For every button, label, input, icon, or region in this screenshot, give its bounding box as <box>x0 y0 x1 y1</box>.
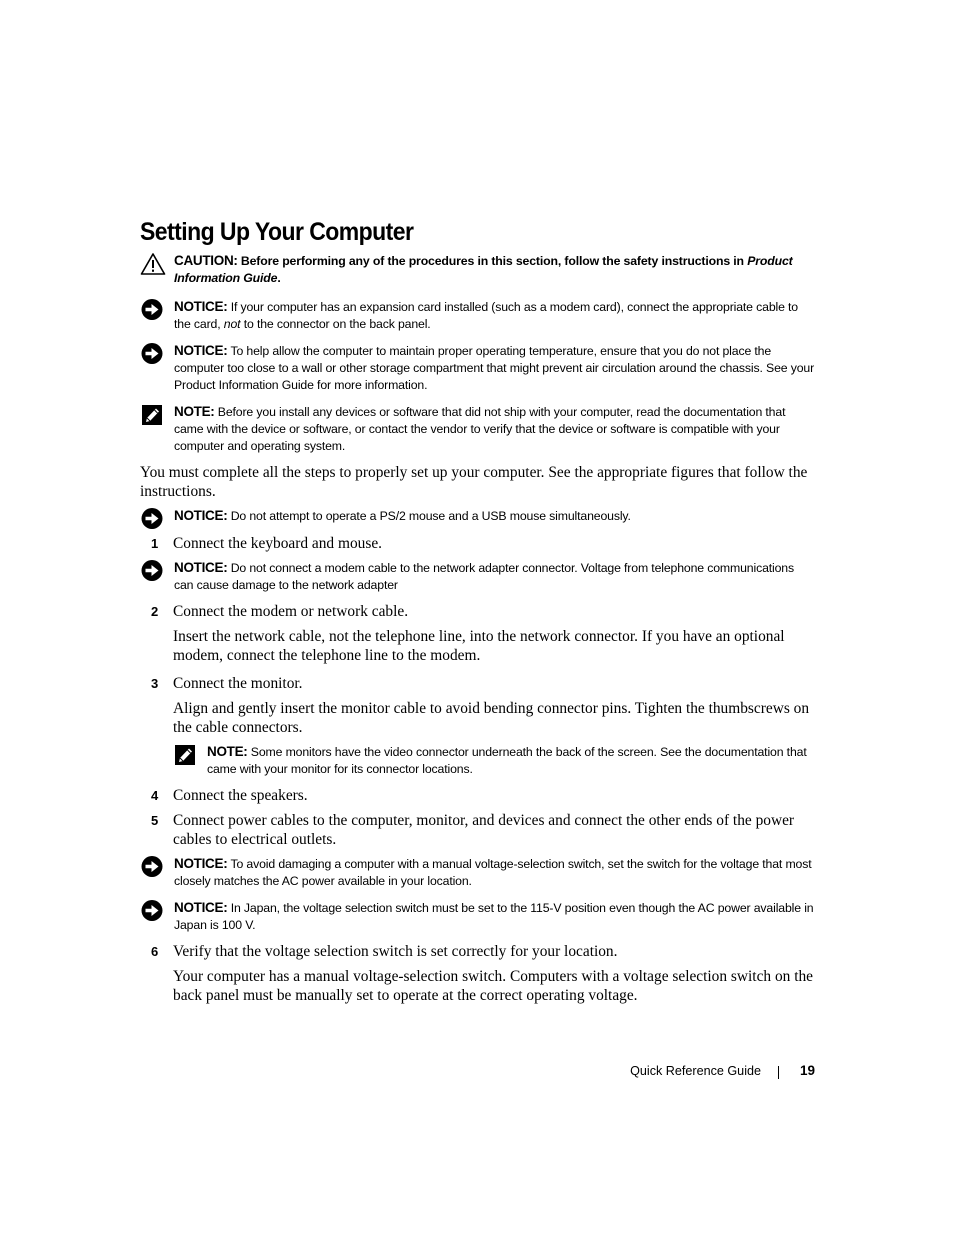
note-message: Before you install any devices or software that did not ship with your computer, read the documentation that came with the device or software, or contact the vendor to verify that the device or software is compatible with your computer and operating system. <box>174 405 786 453</box>
notice-emphasis: not <box>223 317 241 331</box>
notice-label: NOTICE: <box>174 560 228 575</box>
step-number: 2 <box>151 604 159 619</box>
step-paragraph: Insert the network cable, not the telephone line, into the network connector. If you have an optional modem, connect the telephone line to the modem. <box>173 628 785 664</box>
caution-end: . <box>277 271 281 285</box>
note-label: NOTE: <box>174 404 215 419</box>
page-title: Setting Up Your Computer <box>140 218 414 246</box>
notice-text <box>174 899 815 934</box>
page-footer <box>540 1061 815 1081</box>
notice-label: NOTICE: <box>174 856 228 871</box>
step-text: Connect power cables to the computer, monitor, and devices and connect the other ends of the power cables to electrical outlets. <box>173 812 795 848</box>
note-block <box>173 743 815 778</box>
notice-block <box>140 298 815 333</box>
note-pencil-icon <box>173 743 199 767</box>
notice-label: NOTICE: <box>174 900 228 915</box>
caution-guide-name: Product Information Guide <box>174 254 793 285</box>
warning-triangle-icon <box>140 252 166 276</box>
notice-arrow-icon <box>140 899 166 923</box>
notice-message: Do not attempt to operate a PS/2 mouse and a USB mouse simultaneously. <box>230 509 631 523</box>
notice-message: To help allow the computer to maintain proper operating temperature, ensure that you do not place the computer too close to a wall or other storage compartment that might prevent air circulation around the chassis. See your Product Information Guide for more information. <box>174 344 815 392</box>
note-block <box>140 403 815 455</box>
step-paragraph: Your computer has a manual voltage-selection switch. Computers with a voltage selection switch on the back panel must be manually set to operate at the correct operating voltage. <box>173 968 813 1004</box>
note-message: Some monitors have the video connector underneath the back of the screen. See the documentation that came with your monitor for its connector locations. <box>207 745 807 776</box>
notice-message: If your computer has an expansion card installed (such as a modem card), connect the appropriate cable to the card, <box>174 300 798 331</box>
caution-message: Before performing any of the procedures in this section, follow the safety instructions in <box>240 254 744 268</box>
notice-text <box>174 855 815 890</box>
notice-label: NOTICE: <box>174 508 228 523</box>
step-paragraph: Align and gently insert the monitor cable to avoid bending connector pins. Tighten the thumbscrews on the cable connectors. <box>173 700 810 736</box>
step-number: 6 <box>151 944 159 959</box>
step-text: Connect the monitor. <box>173 675 303 692</box>
footer-separator <box>778 1066 779 1079</box>
step-text: Connect the speakers. <box>173 787 308 804</box>
step-text: Connect the modem or network cable. <box>173 603 409 620</box>
step-number: 4 <box>151 788 159 803</box>
notice-arrow-icon <box>140 507 166 531</box>
caution-label: CAUTION: <box>174 253 238 268</box>
page-number: 19 <box>799 1063 815 1078</box>
notice-arrow-icon <box>140 298 166 322</box>
note-text <box>174 403 815 455</box>
notice-message: To avoid damaging a computer with a manual voltage-selection switch, set the switch for the voltage that most closely matches the AC power available in your location. <box>174 857 812 888</box>
notice-message: Do not connect a modem cable to the network adapter connector. Voltage from telephone communications can cause damage to the network adapter <box>174 561 794 592</box>
note-pencil-icon <box>140 403 166 427</box>
notice-block <box>140 507 815 525</box>
step-number: 3 <box>151 676 159 691</box>
notice-arrow-icon <box>140 855 166 879</box>
notice-label: NOTICE: <box>174 299 228 314</box>
notice-block <box>140 899 815 934</box>
note-label: NOTE: <box>207 744 248 759</box>
step-text: Connect the keyboard and mouse. <box>173 535 382 552</box>
notice-text <box>174 298 815 333</box>
notice-text <box>174 559 815 594</box>
notice-text <box>174 342 815 394</box>
notice-block <box>140 855 815 890</box>
notice-text <box>174 507 815 525</box>
notice-label: NOTICE: <box>174 343 228 358</box>
note-text <box>207 743 815 778</box>
notice-block <box>140 559 815 594</box>
notice-arrow-icon <box>140 559 166 583</box>
intro-paragraph: You must complete all the steps to properly set up your computer. See the appropriate figures that follow the instructions. <box>140 464 808 500</box>
footer-guide-title: Quick Reference Guide <box>630 1064 761 1078</box>
step-number: 5 <box>151 813 159 828</box>
notice-message-end: to the connector on the back panel. <box>243 317 431 331</box>
notice-message: In Japan, the voltage selection switch must be set to the 115-V position even though the AC power available in Japan is 100 V. <box>174 901 814 932</box>
caution-text <box>174 252 815 287</box>
notice-arrow-icon <box>140 342 166 366</box>
caution-block <box>140 252 815 287</box>
step-text: Verify that the voltage selection switch is set correctly for your location. <box>173 943 618 960</box>
step-number: 1 <box>151 536 159 551</box>
notice-block <box>140 342 815 394</box>
